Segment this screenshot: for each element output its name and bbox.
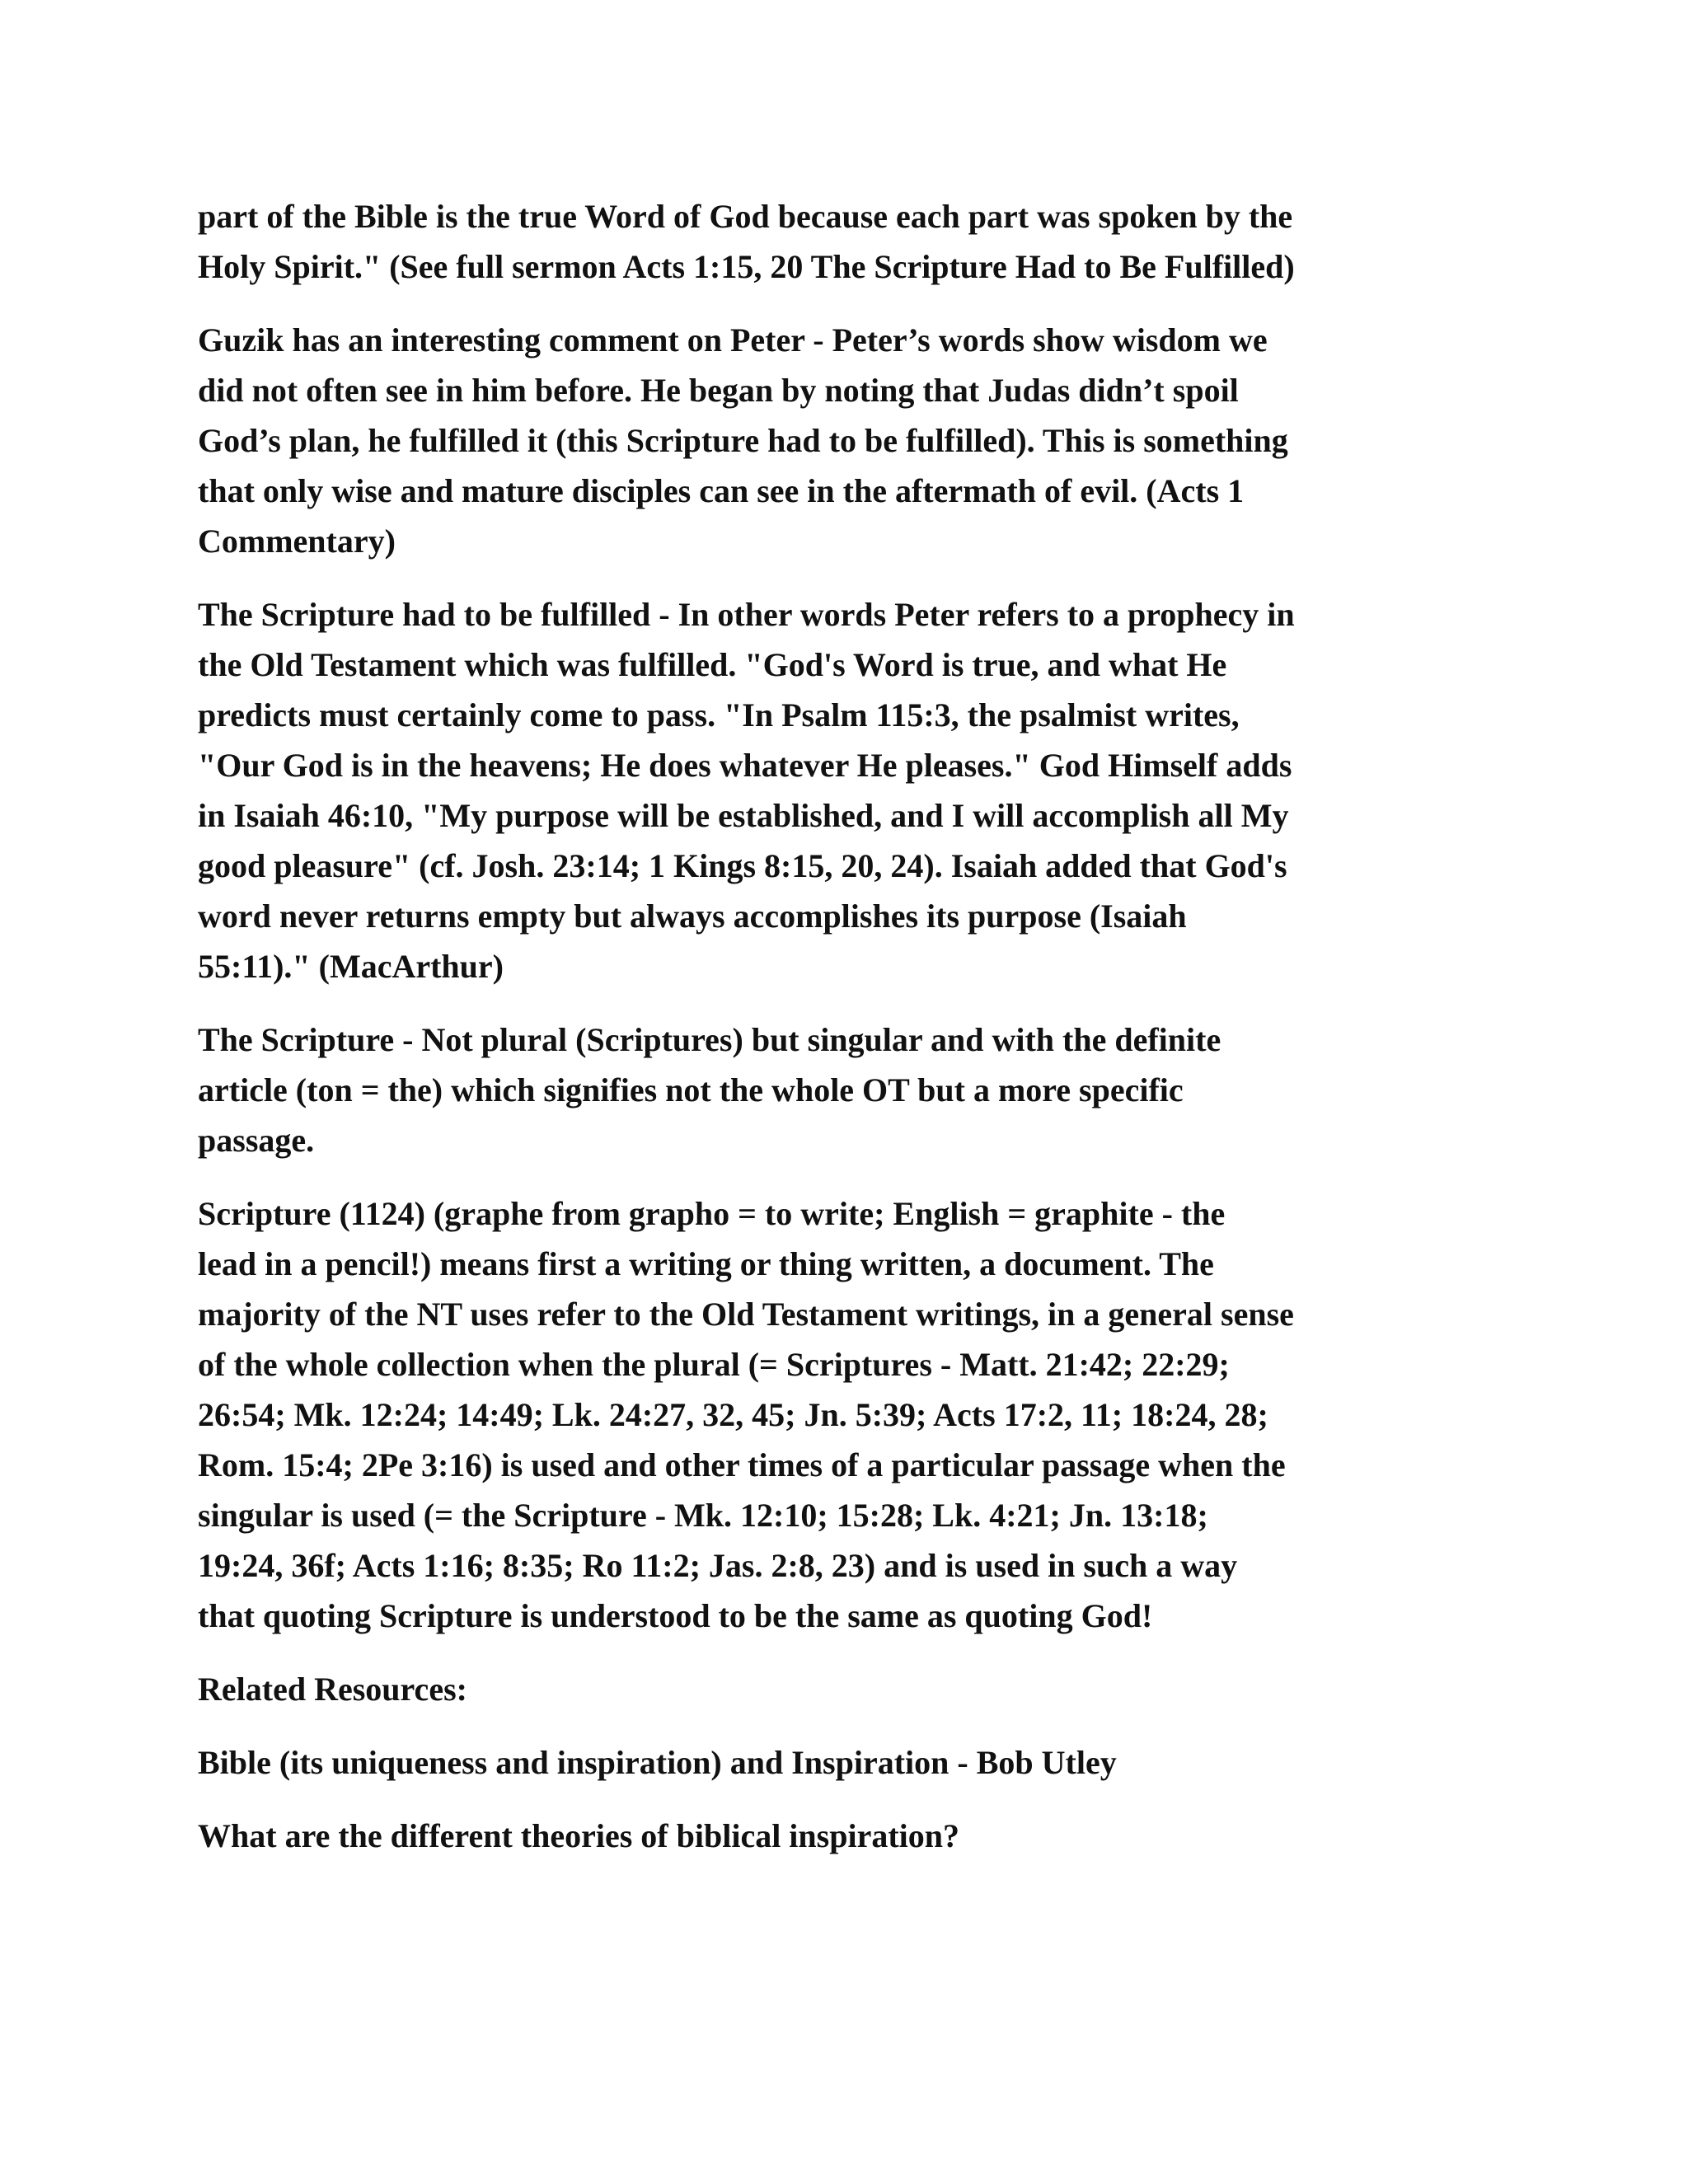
text-line: the Old Testament which was fulfilled. "God's Word is true, and what He xyxy=(198,646,1227,683)
paragraph-guzik-comment xyxy=(198,315,1500,566)
text-line: majority of the NT uses refer to the Old Testament writings, in a general sense xyxy=(198,1296,1294,1333)
text-line: of the whole collection when the plural (= Scriptures - Matt. 21:42; 22:29; xyxy=(198,1346,1230,1383)
text-line: Guzik has an interesting comment on Peter - Peter’s words show wisdom we xyxy=(198,321,1268,359)
text-line: that quoting Scripture is understood to be the same as quoting God! xyxy=(198,1597,1153,1634)
text-line: 55:11)." (MacArthur) xyxy=(198,948,504,985)
text-line: Scripture (1124) (graphe from grapho = to write; English = graphite - the xyxy=(198,1195,1226,1232)
document-body xyxy=(198,191,1500,1884)
text-line: article (ton = the) which signifies not the whole OT but a more specific xyxy=(198,1071,1184,1108)
text-line: predicts must certainly come to pass. "In Psalm 115:3, the psalmist writes, xyxy=(198,696,1240,733)
text-line: Related Resources: xyxy=(198,1671,467,1708)
paragraph-the-scripture xyxy=(198,1015,1500,1165)
text-line: word never returns empty but always accomplishes its purpose (Isaiah xyxy=(198,898,1187,935)
text-line: singular is used (= the Scripture - Mk. 12:10; 15:28; Lk. 4:21; Jn. 13:18; xyxy=(198,1497,1208,1534)
text-line: passage. xyxy=(198,1122,315,1159)
paragraph-scripture-fulfilled xyxy=(198,589,1500,991)
resource-item-theories xyxy=(198,1811,1500,1861)
text-line: did not often see in him before. He began by noting that Judas didn’t spoil xyxy=(198,372,1239,409)
text-line: The Scripture had to be fulfilled - In other words Peter refers to a prophecy in xyxy=(198,596,1295,633)
text-line: 19:24, 36f; Acts 1:16; 8:35; Ro 11:2; Jas. 2:8, 23) and is used in such a way xyxy=(198,1547,1238,1584)
text-line: The Scripture - Not plural (Scriptures) but singular and with the definite xyxy=(198,1021,1221,1058)
text-line: that only wise and mature disciples can see in the aftermath of evil. (Acts 1 xyxy=(198,472,1245,509)
text-line: in Isaiah 46:10, "My purpose will be established, and I will accomplish all My xyxy=(198,797,1289,834)
text-line: lead in a pencil!) means first a writing or thing written, a document. The xyxy=(198,1245,1214,1282)
text-line: "Our God is in the heavens; He does whatever He pleases." God Himself adds xyxy=(198,747,1292,784)
text-line: Bible (its uniqueness and inspiration) and Inspiration - Bob Utley xyxy=(198,1744,1117,1781)
text-line: Rom. 15:4; 2Pe 3:16) is used and other times of a particular passage when the xyxy=(198,1446,1286,1483)
text-line: Holy Spirit." (See full sermon Acts 1:15, 20 The Scripture Had to Be Fulfilled) xyxy=(198,248,1295,285)
paragraph-sermon-note xyxy=(198,191,1500,292)
resource-item-utley xyxy=(198,1737,1500,1788)
text-line: part of the Bible is the true Word of God because each part was spoken by the xyxy=(198,198,1293,235)
text-line: 26:54; Mk. 12:24; 14:49; Lk. 24:27, 32, 45; Jn. 5:39; Acts 17:2, 11; 18:24, 28; xyxy=(198,1396,1268,1433)
text-line: What are the different theories of biblical inspiration? xyxy=(198,1817,960,1854)
related-resources-heading xyxy=(198,1664,1500,1714)
paragraph-scripture-definition xyxy=(198,1188,1500,1641)
text-line: good pleasure" (cf. Josh. 23:14; 1 Kings 8:15, 20, 24). Isaiah added that God's xyxy=(198,847,1287,884)
text-line: Commentary) xyxy=(198,523,396,560)
text-line: God’s plan, he fulfilled it (this Scripture had to be fulfilled). This is something xyxy=(198,422,1288,459)
